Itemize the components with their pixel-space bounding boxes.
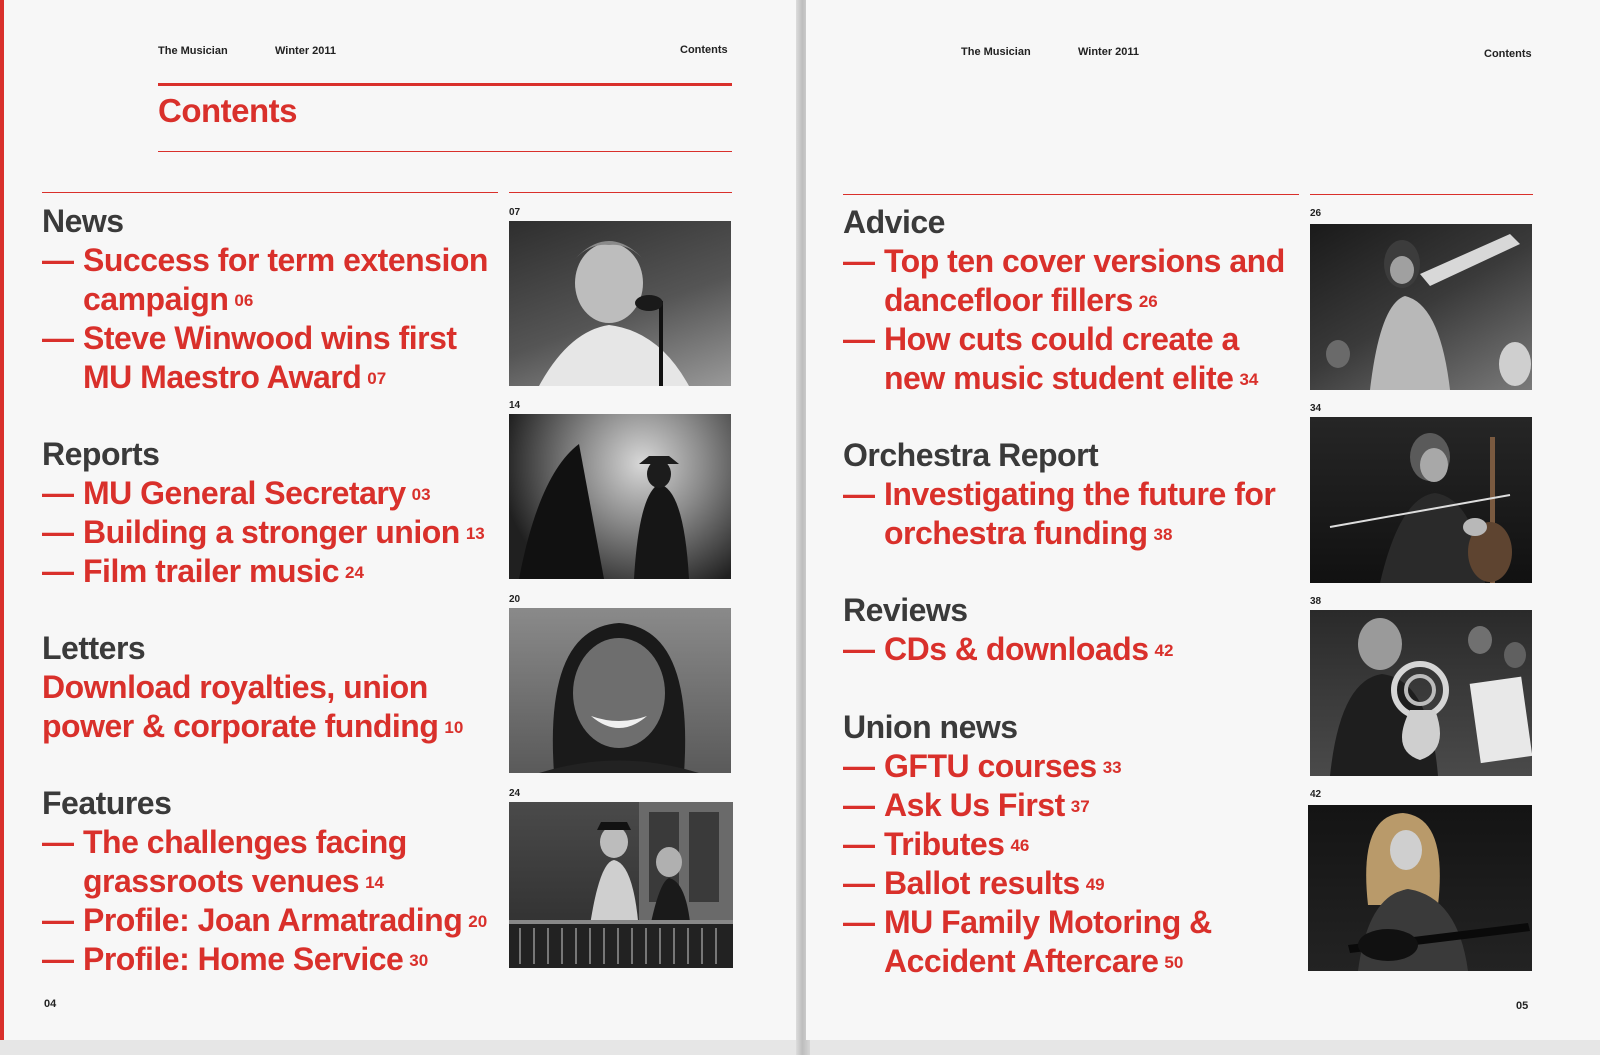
- entry-dash: —: [42, 320, 74, 356]
- toc-entry[interactable]: [843, 747, 1303, 786]
- entry-dash: —: [42, 475, 74, 511]
- entry-dash: —: [843, 243, 875, 279]
- entry-page-number: 14: [365, 873, 384, 892]
- entry-title: Profile: Home Service: [83, 941, 404, 977]
- section-heading: News: [42, 203, 124, 239]
- column-rule-text: [42, 192, 498, 193]
- entry-title: Building a stronger union: [83, 514, 460, 550]
- column-rule-photos: [509, 192, 732, 193]
- section-heading: Features: [42, 785, 172, 821]
- toc-section: [843, 436, 1303, 553]
- section-heading: Letters: [42, 630, 146, 666]
- section-heading: Advice: [843, 204, 945, 240]
- section-heading: Orchestra Report: [843, 437, 1099, 473]
- toc-entry[interactable]: [843, 864, 1303, 903]
- toc-section: [843, 708, 1303, 981]
- entry-title: CDs & downloads: [884, 631, 1149, 667]
- header-section: Contents: [1484, 48, 1532, 60]
- entry-page-number: 26: [1138, 292, 1158, 311]
- section-heading: Reports: [42, 436, 160, 472]
- entry-page-number: 37: [1070, 797, 1090, 816]
- section-heading: Reviews: [843, 592, 968, 628]
- toc-entry[interactable]: [42, 823, 502, 901]
- entry-page-number: 03: [411, 485, 431, 504]
- entry-dash: —: [843, 826, 875, 862]
- entry-page-number: 50: [1164, 953, 1184, 972]
- photo-page-label: 20: [509, 594, 521, 605]
- toc-entry[interactable]: [42, 319, 502, 397]
- toc-entry[interactable]: [843, 630, 1303, 669]
- page-number: 04: [44, 998, 57, 1010]
- toc-entry[interactable]: [843, 475, 1303, 553]
- saxophonist-photo: [1310, 224, 1532, 390]
- title-rule-bottom: [158, 151, 732, 152]
- entry-dash: —: [843, 865, 875, 901]
- header-issue: Winter 2011: [1078, 46, 1140, 58]
- header-magazine: The Musician: [961, 46, 1031, 58]
- header-section: Contents: [680, 44, 728, 56]
- entry-dash: —: [42, 553, 74, 589]
- entry-page-number: 49: [1085, 875, 1105, 894]
- toc-entry[interactable]: [843, 320, 1303, 398]
- toc-section: [42, 435, 502, 591]
- entry-dash: —: [843, 904, 875, 940]
- entry-page-number: 24: [344, 563, 364, 582]
- entry-title: Ask Us First: [884, 787, 1065, 823]
- right-page: [806, 0, 1600, 1040]
- toc-section: [843, 591, 1303, 669]
- entry-title: MU Family Motoring & Accident Aftercare: [884, 904, 1212, 979]
- page-title: Contents: [158, 92, 297, 129]
- photo-page-label: 26: [1310, 208, 1322, 219]
- cellist-photo: [1310, 417, 1532, 583]
- page-number: 05: [1516, 1000, 1529, 1012]
- entry-page-number: 34: [1239, 370, 1259, 389]
- header-magazine: The Musician: [158, 45, 228, 57]
- entry-title: Steve Winwood wins first MU Maestro Award: [83, 320, 457, 395]
- entry-dash: —: [843, 748, 875, 784]
- photo-page-label: 38: [1310, 596, 1322, 607]
- entry-page-number: 10: [444, 718, 464, 737]
- entry-page-number: 38: [1153, 525, 1173, 544]
- entry-title: Tributes: [884, 826, 1005, 862]
- toc-entry[interactable]: [843, 825, 1303, 864]
- entry-dash: —: [843, 631, 875, 667]
- show-through-text: [124, 95, 133, 134]
- entry-title: Investigating the future for orchestra funding: [884, 476, 1276, 551]
- toc-section: [42, 629, 502, 746]
- photo-page-label: 24: [509, 788, 521, 799]
- toc-entry[interactable]: [42, 901, 502, 940]
- toc-entry[interactable]: [42, 552, 502, 591]
- title-rule-top: [158, 83, 732, 86]
- photo-page-label: 14: [509, 400, 521, 411]
- section-heading: Union news: [843, 709, 1018, 745]
- entry-page-number: 46: [1010, 836, 1030, 855]
- entry-dash: —: [42, 824, 74, 860]
- entry-title: The challenges facing grassroots venues: [83, 824, 407, 899]
- column-rule-text: [843, 194, 1299, 195]
- toc-entry[interactable]: [42, 241, 502, 319]
- bass-and-sax-photo: [509, 414, 731, 579]
- left-page: [0, 0, 800, 1040]
- toc-entry[interactable]: [42, 668, 502, 746]
- guitarist-photo: [1308, 805, 1532, 971]
- photo-page-label: 07: [509, 207, 521, 218]
- entry-page-number: 06: [234, 291, 254, 310]
- entry-dash: —: [843, 321, 875, 357]
- entry-page-number: 30: [409, 951, 429, 970]
- entry-title: GFTU courses: [884, 748, 1097, 784]
- toc-entry[interactable]: [42, 474, 502, 513]
- toc-entry[interactable]: [42, 940, 502, 979]
- entry-page-number: 33: [1102, 758, 1122, 777]
- entry-title: How cuts could create a new music student elite: [884, 321, 1239, 396]
- entry-title: Top ten cover versions and dancefloor fillers: [884, 243, 1285, 318]
- entry-title: Film trailer music: [83, 553, 339, 589]
- toc-section: [42, 202, 502, 397]
- header-issue: Winter 2011: [275, 45, 337, 57]
- entry-page-number: 13: [465, 524, 485, 543]
- entry-title: Success for term extension campaign: [83, 242, 488, 317]
- entry-page-number: 20: [468, 912, 488, 931]
- toc-entry[interactable]: [843, 786, 1303, 825]
- toc-entry[interactable]: [843, 903, 1303, 981]
- entry-dash: —: [843, 476, 875, 512]
- horn-player-photo: [1310, 610, 1532, 776]
- toc-entry[interactable]: [42, 513, 502, 552]
- joan-armatrading-photo: [509, 608, 731, 773]
- entry-dash: —: [42, 902, 74, 938]
- entry-title: Download royalties, union power & corporate funding: [42, 669, 439, 744]
- entry-title: Profile: Joan Armatrading: [83, 902, 463, 938]
- photo-page-label: 34: [1310, 403, 1322, 414]
- home-service-photo: [509, 802, 733, 968]
- entry-title: Ballot results: [884, 865, 1080, 901]
- toc-entry[interactable]: [843, 242, 1303, 320]
- toc-section: [843, 203, 1303, 398]
- entry-dash: —: [843, 787, 875, 823]
- entry-page-number: 07: [367, 369, 387, 388]
- photo-page-label: 42: [1310, 789, 1322, 800]
- entry-page-number: 42: [1154, 641, 1174, 660]
- column-rule-photos: [1310, 194, 1533, 195]
- steve-winwood-photo: [509, 221, 731, 386]
- toc-section: [42, 784, 502, 979]
- entry-dash: —: [42, 242, 74, 278]
- entry-title: MU General Secretary: [83, 475, 406, 511]
- entry-dash: —: [42, 514, 74, 550]
- entry-dash: —: [42, 941, 74, 977]
